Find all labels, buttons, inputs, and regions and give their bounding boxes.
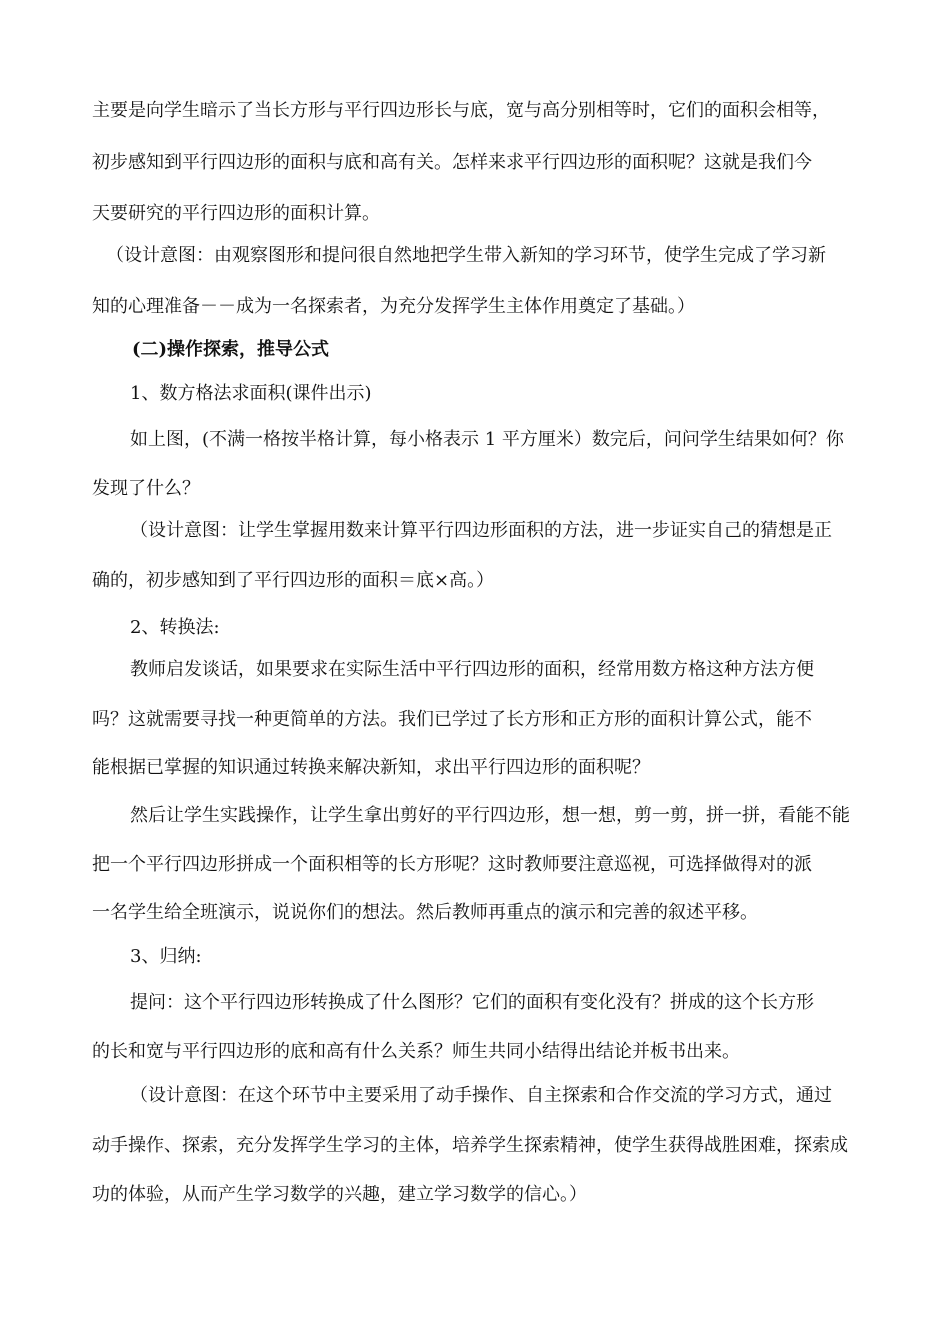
text-line: 主要是向学生暗示了当长方形与平行四边形长与底，宽与高分别相等时，它们的面积会相等， bbox=[92, 100, 830, 121]
text-line: 天要研究的平行四边形的面积计算。 bbox=[92, 203, 380, 224]
design-intent-note: 确的，初步感知到了平行四边形的面积＝底×高。） bbox=[92, 570, 495, 591]
subsection-heading: 3、归纳: bbox=[130, 946, 202, 967]
subsection-heading: 1、数方格法求面积(课件出示) bbox=[130, 383, 372, 404]
design-intent-note: （设计意图：由观察图形和提问很自然地把学生带入新知的学习环节，使学生完成了学习新 bbox=[106, 245, 826, 266]
text-line: 把一个平行四边形拼成一个面积相等的长方形呢？这时教师要注意巡视，可选择做得对的派 bbox=[92, 854, 812, 875]
text-line: 吗？这就需要寻找一种更简单的方法。我们已学过了长方形和正方形的面积计算公式，能不 bbox=[92, 709, 812, 730]
section-heading: (二)操作探索，推导公式 bbox=[132, 339, 330, 360]
text-line: 初步感知到平行四边形的面积与底和高有关。怎样来求平行四边形的面积呢？这就是我们今 bbox=[92, 152, 812, 173]
subsection-heading: 2、转换法: bbox=[130, 617, 220, 638]
text-line: 提问：这个平行四边形转换成了什么图形？它们的面积有变化没有？拼成的这个长方形 bbox=[130, 992, 814, 1013]
text-line: 如上图，(不满一格按半格计算，每小格表示 1 平方厘米）数完后，问问学生结果如何？你 bbox=[130, 429, 844, 450]
text-line: 一名学生给全班演示，说说你们的想法。然后教师再重点的演示和完善的叙述平移。 bbox=[92, 902, 758, 923]
design-intent-note: 动手操作、探索，充分发挥学生学习的主体，培养学生探索精神，使学生获得战胜困难，探索成 bbox=[92, 1135, 848, 1156]
design-intent-note: 功的体验，从而产生学习数学的兴趣，建立学习数学的信心。） bbox=[92, 1184, 587, 1205]
design-intent-note: （设计意图：让学生掌握用数来计算平行四边形面积的方法，进一步证实自己的猜想是正 bbox=[130, 520, 832, 541]
text-line: 能根据已掌握的知识通过转换来解决新知，求出平行四边形的面积呢？ bbox=[92, 757, 650, 778]
design-intent-note: （设计意图：在这个环节中主要采用了动手操作、自主探索和合作交流的学习方式，通过 bbox=[130, 1085, 832, 1106]
text-line: 发现了什么？ bbox=[92, 478, 200, 499]
text-line: 的长和宽与平行四边形的底和高有什么关系？师生共同小结得出结论并板书出来。 bbox=[92, 1041, 740, 1062]
design-intent-note: 知的心理准备－－成为一名探索者，为充分发挥学生主体作用奠定了基础。） bbox=[92, 296, 695, 317]
text-line: 然后让学生实践操作，让学生拿出剪好的平行四边形，想一想，剪一剪，拼一拼，看能不能 bbox=[130, 805, 850, 826]
text-line: 教师启发谈话，如果要求在实际生活中平行四边形的面积，经常用数方格这种方法方便 bbox=[130, 659, 814, 680]
